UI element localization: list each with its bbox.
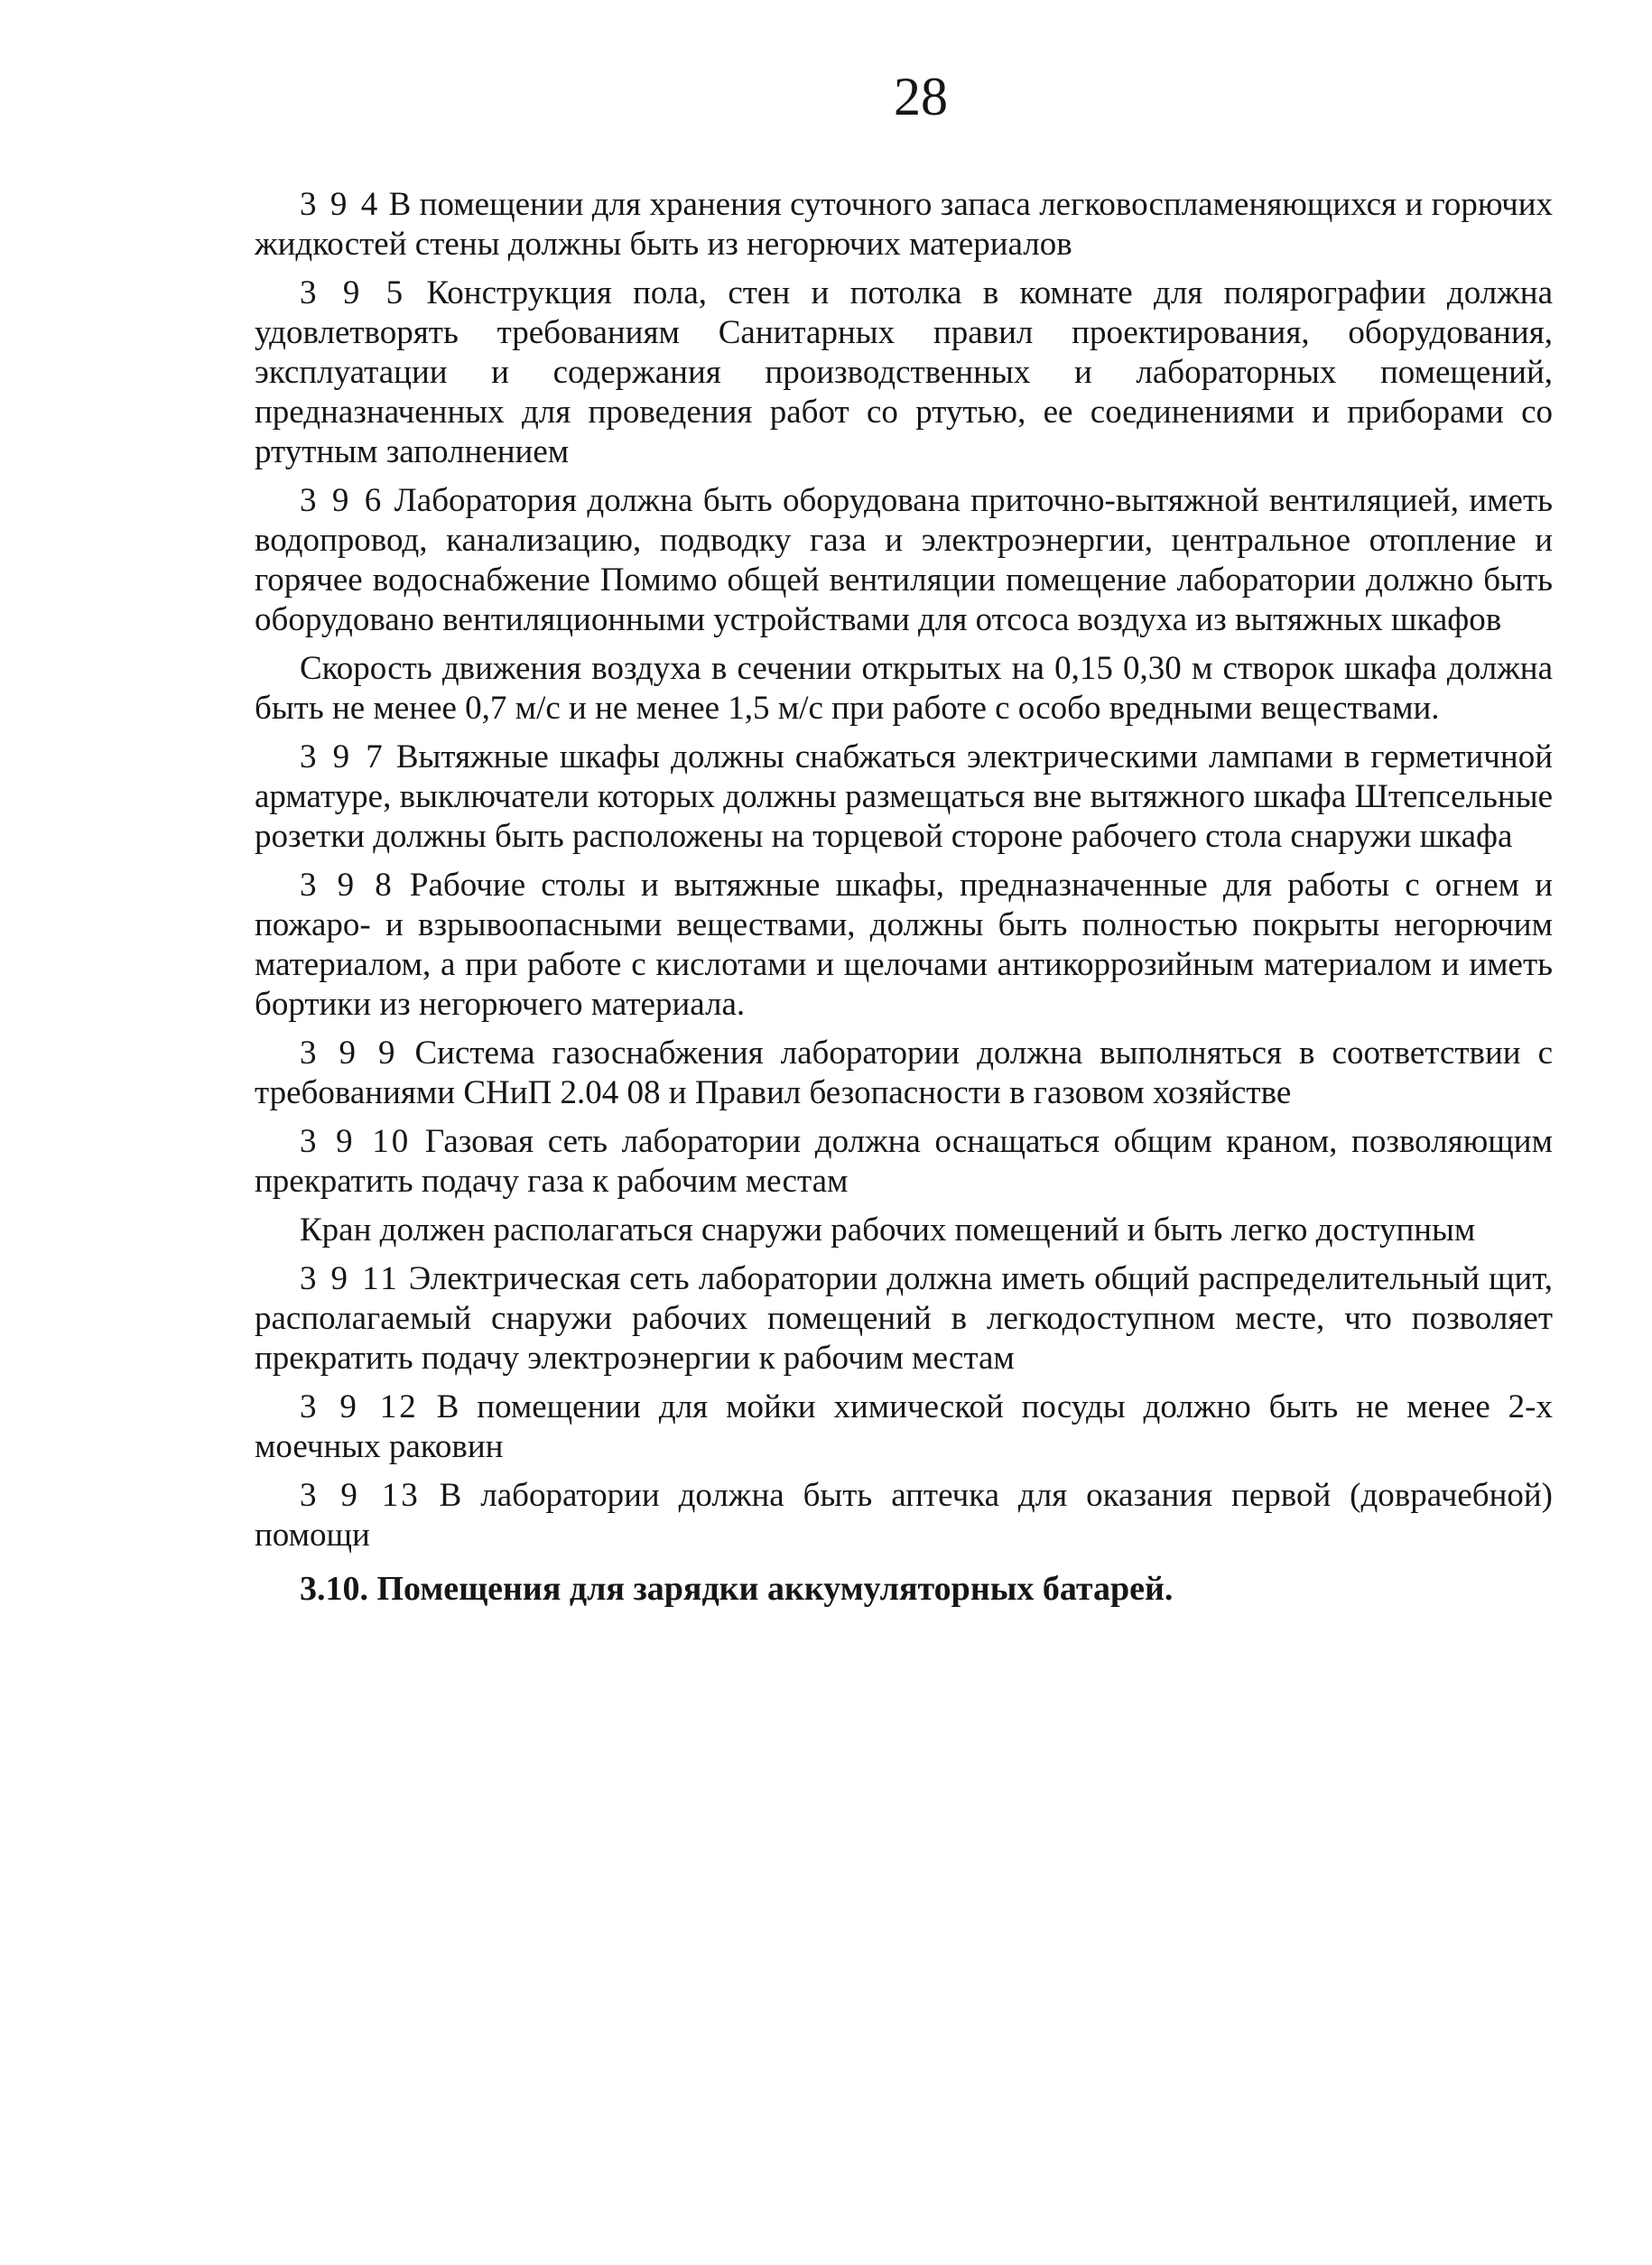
paragraph-air-speed [255,649,1553,729]
paragraph-3-9-10 [255,1122,1553,1202]
paragraph-number: 3 9 8 [300,867,394,904]
paragraph-text: Система газоснабжения лаборатории должна выполняться в соответствии с требованиями СНиП 2.04 08 и Правил безопасности в газовом хозяйстве [255,1035,1553,1111]
paragraph-3-9-4 [255,185,1553,265]
paragraph-number: 3 9 10 [300,1123,412,1160]
paragraph-text: В помещении для мойки химической посуды должно быть не менее 2-х моечных раковин [255,1388,1553,1465]
paragraph-3-9-12 [255,1388,1553,1467]
paragraph-text: В помещении для хранения суточного запаса легковоспламеняющихся и горючих жидкостей стены должны быть из негорючих материалов [255,186,1554,263]
paragraph-text: Скорость движения воздуха в сечении открытых на 0,15 0,30 м створок шкафа должна быть не менее 0,7 м/с и не менее 1,5 м/с при работе с особо вредными веществами. [255,650,1553,727]
paragraph-text: Вытяжные шкафы должны снабжаться электрическими лампами в герметичной арматуре, выключатели которых должны размещаться вне вытяжного шкафа Штепсельные розетки должны быть расположены на торцевой стороне рабочего стола снаружи шкафа [255,738,1554,855]
paragraph-text: Лаборатория должна быть оборудована приточно-вытяжной вентиляцией, иметь водопровод, канализацию, подводку газа и электроэнергии, центральное отопление и горячее водоснабжение Помимо общей вентиляции помещение лаборатории должно быть оборудовано вентиляционными устройствами для отсоса воздуха из вытяжных шкафов [255,482,1554,638]
page-number: 28 [894,67,948,126]
paragraph-gas-valve [255,1211,1553,1250]
paragraph-number: 3 9 4 [300,186,381,223]
paragraph-3-9-13 [255,1476,1553,1555]
paragraph-3-9-11 [255,1259,1553,1378]
paragraph-3-9-6 [255,481,1553,640]
paragraph-number: 3 9 9 [300,1035,398,1072]
paragraph-text: Электрическая сеть лаборатории должна иметь общий распределительный щит, располагаемый снаружи рабочих помещений в легкодоступном месте, что позволяет прекратить подачу электроэнергии к рабочим местам [255,1260,1553,1377]
paragraph-3-9-9 [255,1034,1553,1113]
paragraph-3-9-7 [255,738,1553,857]
paragraph-3-9-5 [255,274,1553,472]
paragraph-text: Газовая сеть лаборатории должна оснащаться общим краном, позволяющим прекратить подачу газа к рабочим местам [255,1123,1554,1200]
section-heading: 3.10. Помещения для зарядки аккумуляторных батарей. [300,1570,1174,1608]
paragraph-text: Конструкция пола, стен и потолка в комнате для полярографии должна удовлетворять требованиям Санитарных правил проектирования, оборудования, эксплуатации и содержания производственных и лабораторных помещений, предназначенных для проведения работ со ртутью, ее соединениями и приборами со ртутным заполнением [255,274,1554,470]
paragraph-number: 3 9 11 [300,1260,400,1297]
paragraph-number: 3 9 13 [300,1477,421,1514]
document-body [255,185,1553,1610]
paragraph-number: 3 9 7 [300,738,385,775]
paragraph-number: 3 9 5 [300,274,406,311]
paragraph-3-9-8 [255,866,1553,1025]
paragraph-number: 3 9 12 [300,1388,419,1425]
paragraph-text: Кран должен располагаться снаружи рабочих помещений и быть легко доступным [300,1211,1476,1249]
paragraph-text: Рабочие столы и вытяжные шкафы, предназначенные для работы с огнем и пожаро- и взрывоопасными веществами, должны быть полностью покрыты негорючим материалом, а при работе с кислотами и щелочами антикоррозийным материалом и иметь бортики из негорючего материала. [255,867,1554,1023]
paragraph-number: 3 9 6 [300,482,385,519]
paragraph-text: В лаборатории должна быть аптечка для оказания первой (доврачебной) помощи [255,1477,1553,1554]
